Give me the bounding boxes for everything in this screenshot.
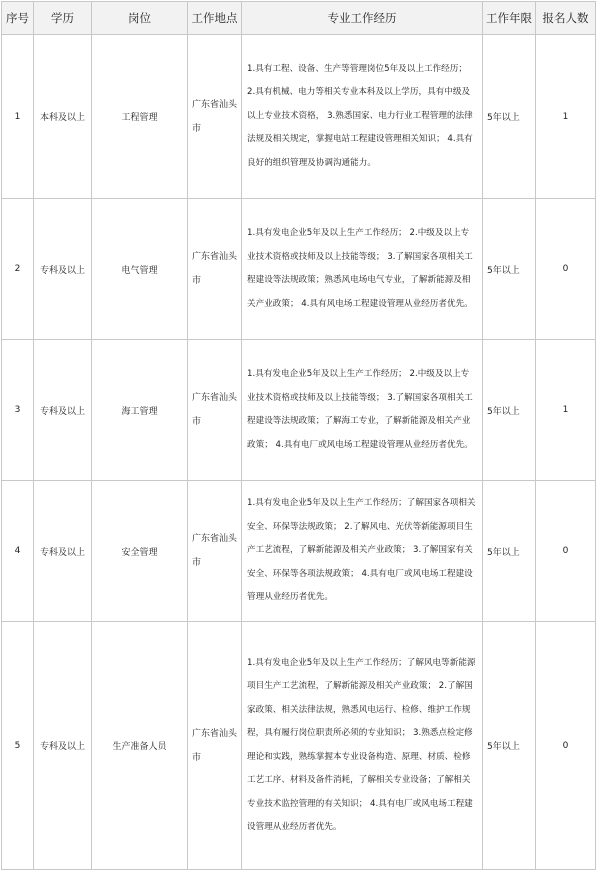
cell-applicants: 1	[536, 340, 596, 481]
cell-education: 专科及以上	[34, 199, 92, 340]
cell-no: 3	[2, 340, 34, 481]
cell-location: 广东省汕头市	[188, 340, 242, 481]
cell-years: 5年以上	[483, 622, 536, 870]
cell-no: 1	[2, 35, 34, 199]
cell-location: 广东省汕头市	[188, 481, 242, 622]
header-position: 岗位	[92, 2, 188, 35]
cell-experience: 1.具有发电企业5年及以上生产工作经历；了解风电等新能源项目生产工艺流程，了解新能源及相关产业政策； 2.了解国家政策、相关法律法规，熟悉风电运行、检修、维护工作规程，具有履行岗位职责所必须的专业知识； 3.熟悉点检定修理论和实践，熟练掌握本专业设备构造、原理、材质、检修工艺工序、材料及备件消耗，了解相关专业设备；了解相关专业技术监控管理的有关知识； 4.具有电厂或风电场工程建设管理从业经历者优先。	[242, 622, 483, 870]
table-row	[2, 340, 596, 481]
cell-position: 生产准备人员	[92, 622, 188, 870]
cell-position: 安全管理	[92, 481, 188, 622]
cell-no: 5	[2, 622, 34, 870]
cell-location: 广东省汕头市	[188, 199, 242, 340]
cell-education: 本科及以上	[34, 35, 92, 199]
cell-experience: 1.具有工程、设备、生产等管理岗位5年及以上工作经历； 2.具有机械、电力等相关专业本科及以上学历，具有中级及以上专业技术资格， 3.熟悉国家、电力行业工程管理的法律法规及相关规定，掌握电站工程建设管理相关知识； 4.具有良好的组织管理及协调沟通能力。	[242, 35, 483, 199]
cell-education: 专科及以上	[34, 481, 92, 622]
header-experience: 专业工作经历	[242, 2, 483, 35]
cell-applicants: 0	[536, 481, 596, 622]
cell-position: 电气管理	[92, 199, 188, 340]
cell-location: 广东省汕头市	[188, 622, 242, 870]
cell-experience: 1.具有发电企业5年及以上生产工作经历； 2.中级及以上专业技术资格或技师及以上技能等级； 3.了解国家各项相关工程建设等法规政策；熟悉风电场电气专业，了解新能源及相关产业政策； 4.具有风电场工程建设管理从业经历者优先。	[242, 199, 483, 340]
recruitment-table	[1, 1, 596, 870]
header-applicants: 报名人数	[536, 2, 596, 35]
cell-years: 5年以上	[483, 340, 536, 481]
cell-applicants: 0	[536, 622, 596, 870]
cell-years: 5年以上	[483, 481, 536, 622]
table-row	[2, 622, 596, 870]
cell-experience: 1.具有发电企业5年及以上生产工作经历；了解国家各项相关安全、环保等法规政策； 2.了解风电、光伏等新能源项目生产工艺流程，了解新能源及相关产业政策； 3.了解国家有关安全、环保等各项法规政策； 4.具有电厂或风电场工程建设管理从业经历者优先。	[242, 481, 483, 622]
table-row	[2, 199, 596, 340]
cell-position: 工程管理	[92, 35, 188, 199]
cell-location: 广东省汕头市	[188, 35, 242, 199]
header-row	[2, 2, 596, 35]
cell-education: 专科及以上	[34, 622, 92, 870]
header-no: 序号	[2, 2, 34, 35]
cell-experience: 1.具有发电企业5年及以上生产工作经历； 2.中级及以上专业技术资格或技师及以上技能等级； 3.了解国家各项相关工程建设等法规政策；了解海工专业，了解新能源及相关产业政策； 4.具有电厂或风电场工程建设管理从业经历者优先。	[242, 340, 483, 481]
cell-applicants: 1	[536, 35, 596, 199]
cell-years: 5年以上	[483, 35, 536, 199]
header-education: 学历	[34, 2, 92, 35]
header-years: 工作年限	[483, 2, 536, 35]
table-row	[2, 481, 596, 622]
table-row	[2, 35, 596, 199]
cell-no: 2	[2, 199, 34, 340]
cell-years: 5年以上	[483, 199, 536, 340]
cell-applicants: 0	[536, 199, 596, 340]
cell-education: 专科及以上	[34, 340, 92, 481]
cell-no: 4	[2, 481, 34, 622]
cell-position: 海工管理	[92, 340, 188, 481]
header-location: 工作地点	[188, 2, 242, 35]
